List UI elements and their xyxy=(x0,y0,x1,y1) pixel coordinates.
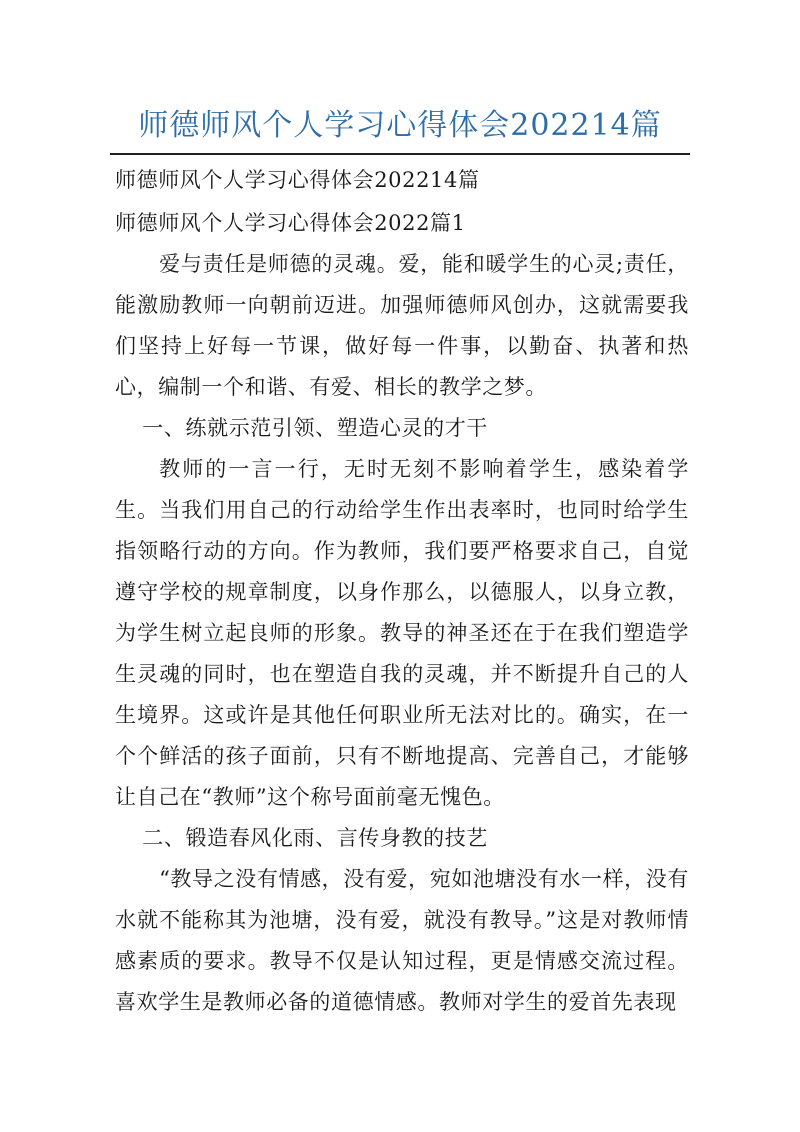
document-title: 师德师风个人学习心得体会202214篇 xyxy=(138,108,662,143)
subtitle-line-2: 师德师风个人学习心得体会2022篇1 xyxy=(115,211,466,235)
title-underline xyxy=(110,153,690,155)
paragraph-intro: 爱与责任是师德的灵魂。爱，能和暖学生的心灵;责任，能激励教师一向朝前迈进。加强师德师风创办，这就需要我们坚持上好每一节课，做好每一件事，以勤奋、执著和热心，编制一个和谐、有爱、相长的教学之梦。 xyxy=(115,252,689,399)
section-heading-1: 一、练就示范引领、塑造心灵的才干 xyxy=(142,416,488,440)
document-body xyxy=(115,158,689,1023)
subtitle-line-1: 师德师风个人学习心得体会202214篇 xyxy=(115,168,480,192)
paragraph-section-2: “教导之没有情感，没有爱，宛如池塘没有水一样，没有水就不能称其为池塘，没有爱，就没有教导。”这是对教师情感素质的要求。教导不仅是认知过程，更是情感交流过程。喜欢学生是教师必备的道德情感。教师对学生的爱首先表现 xyxy=(115,867,689,1014)
paragraph-section-1: 教师的一言一行，无时无刻不影响着学生，感染着学生。当我们用自己的行动给学生作出表率时，也同时给学生指领略行动的方向。作为教师，我们要严格要求自己，自觉遵守学校的规章制度，以身作那么，以德服人，以身立教，为学生树立起良师的形象。教导的神圣还在于在我们塑造学生灵魂的同时，也在塑造自我的灵魂，并不断提升自己的人生境界。这或许是其他任何职业所无法对比的。确实，在一个个鲜活的孩子面前，只有不断地提高、完善自己，才能够让自己在“教师”这个称号面前毫无愧色。 xyxy=(115,457,689,809)
section-heading-2: 二、锻造春风化雨、言传身教的技艺 xyxy=(142,826,488,850)
